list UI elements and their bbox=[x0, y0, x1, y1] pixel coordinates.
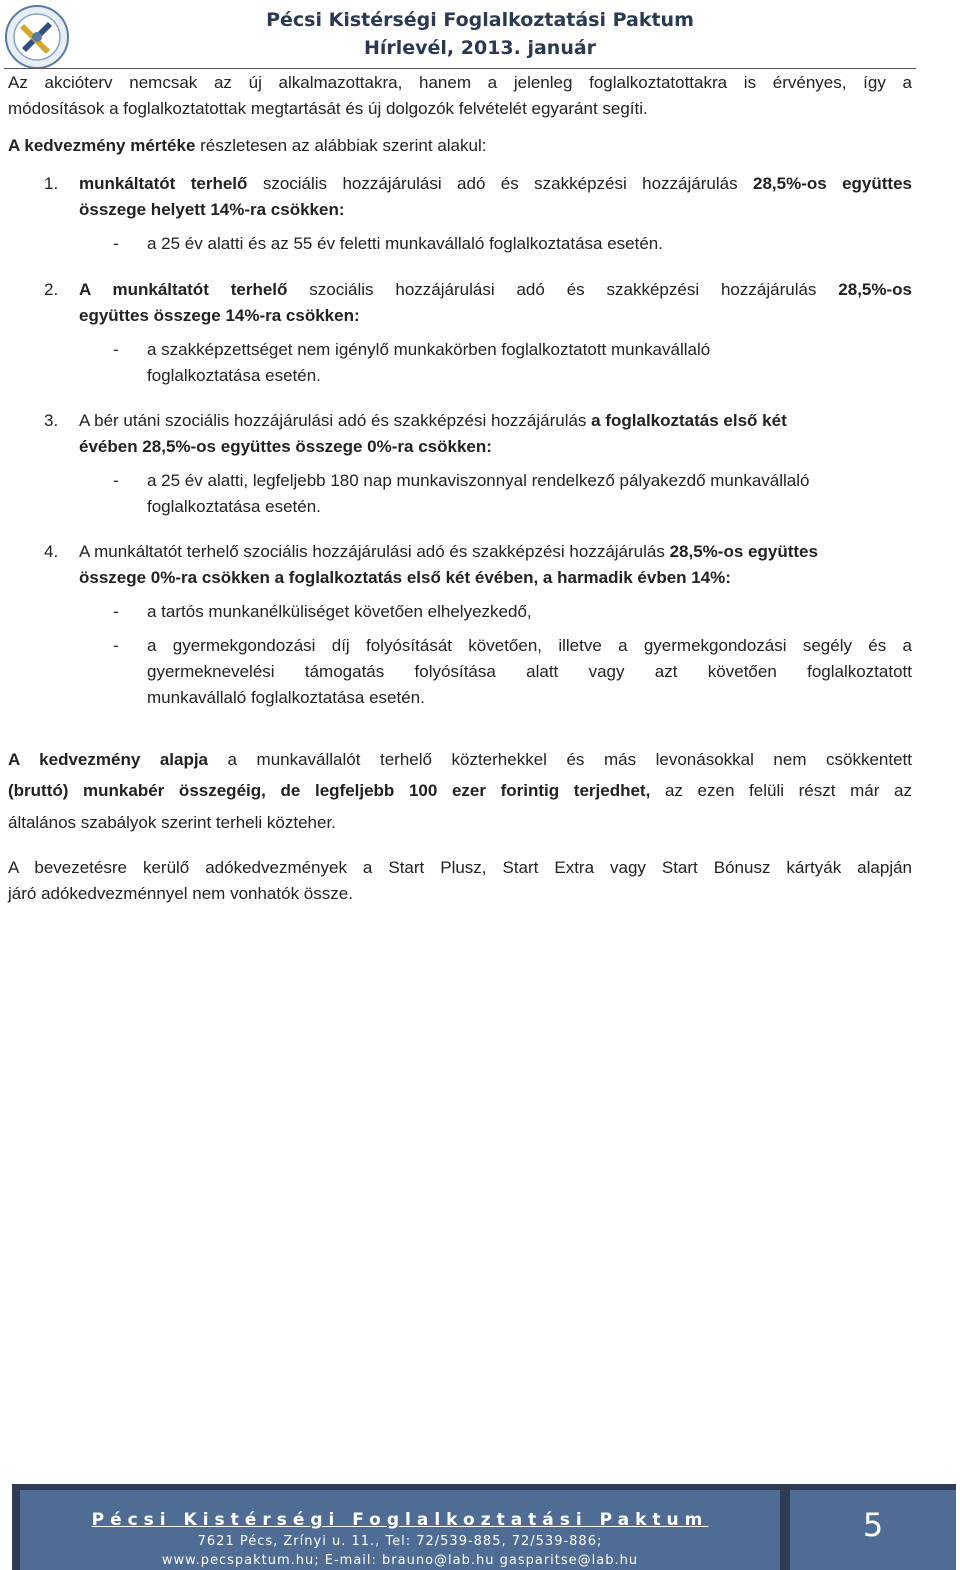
closing-line-1: A bevezetésre kerülő adókedvezmények a Start Plusz, Start Extra vagy Start Bónusz kártyák alapján bbox=[8, 858, 912, 877]
basis-rest-2: az ezen felüli részt már az bbox=[650, 781, 912, 800]
item-4-line-2 bbox=[79, 565, 912, 591]
item-1-bold: munkáltatót terhelő bbox=[79, 174, 248, 193]
footer-info-panel bbox=[20, 1490, 780, 1570]
item-1-line-2 bbox=[79, 197, 912, 223]
item-2-line-2-bold: együttes összege 14%-ra csökken: bbox=[79, 306, 360, 325]
item-1-line-2-bold: összege helyett 14%-ra csökken: bbox=[79, 200, 345, 219]
closing-line-2: járó adókedvezménnyel nem vonhatók össze. bbox=[8, 884, 353, 903]
item-3-bullet-1-dash: - bbox=[113, 471, 119, 490]
item-1-bold-2: 28,5%-os együttes bbox=[752, 174, 912, 193]
footer-contact: www.pecspaktum.hu; E-mail: brauno@lab.hu gasparitse@lab.hu bbox=[161, 1553, 639, 1568]
item-4-bullet-2-dash: - bbox=[113, 636, 119, 655]
item-2-line-2 bbox=[79, 303, 912, 329]
basis-rest-1: a munkavállalót terhelő közterhekkel és más levonásokkal nem csökkentett bbox=[208, 750, 912, 769]
page-number: 5 bbox=[862, 1506, 884, 1544]
item-2-bold: A munkáltatót terhelő bbox=[79, 280, 288, 299]
item-1-number: 1. bbox=[44, 174, 59, 193]
item-4-number: 4. bbox=[44, 542, 59, 561]
footer-address: 7621 Pécs, Zrínyi u. 11., Tel: 72/539-885, 72/539-886; bbox=[197, 1534, 603, 1549]
item-1-line-1 bbox=[79, 171, 912, 197]
intro-line-1: Az akcióterv nemcsak az új alkalmazottakra, hanem a jelenleg foglalkoztatottakra is érvényes, így a bbox=[8, 73, 912, 92]
footer-page-panel bbox=[790, 1490, 956, 1570]
basis-line-1 bbox=[8, 747, 912, 773]
footer-org-name: Pécsi Kistérségi Foglalkoztatási Paktum bbox=[91, 1510, 709, 1530]
item-3-line-2 bbox=[79, 434, 912, 460]
basis-bold-2: (bruttó) munkabér összegéig, de legfeljebb 100 ezer forintig terjedhet, bbox=[8, 781, 651, 800]
intro-line-2: módosítások a foglalkoztatottak megtartását és új dolgozók felvételét egyaránt segíti. bbox=[8, 99, 648, 118]
item-3-number: 3. bbox=[44, 411, 59, 430]
item-3-bold: a foglalkoztatás első két bbox=[591, 411, 787, 430]
page-footer bbox=[12, 1484, 960, 1570]
item-1-bullet-1-dash: - bbox=[113, 234, 119, 253]
item-4-line-2-bold: összege 0%-ra csökken a foglalkoztatás első két évében, a harmadik évben 14%: bbox=[79, 568, 731, 587]
item-2-line-1 bbox=[79, 277, 912, 303]
header-subtitle: Hírlevél, 2013. január bbox=[363, 37, 597, 59]
item-2-mid: szociális hozzájárulási adó és szakképzési hozzájárulás bbox=[287, 280, 839, 299]
item-3-bullet-1-line-2: foglalkoztatása esetén. bbox=[147, 497, 321, 516]
item-2-bullet-1-line-1: a szakképzettséget nem igénylő munkakörben foglalkoztatott munkavállaló bbox=[147, 340, 711, 359]
intro-lead-bold: A kedvezmény mértéke bbox=[8, 136, 196, 155]
intro-lead bbox=[8, 133, 912, 159]
item-4-bullet-2-line-2: gyermeknevelési támogatás folyósítása alatt vagy azt követően foglalkoztatott bbox=[147, 662, 912, 681]
item-2-bold-2: 28,5%-os bbox=[838, 280, 912, 299]
header-title: Pécsi Kistérségi Foglalkoztatási Paktum bbox=[266, 9, 694, 31]
item-3-line-1 bbox=[79, 408, 912, 434]
item-3-plain: A bér utáni szociális hozzájárulási adó és szakképzési hozzájárulás bbox=[79, 411, 592, 430]
item-4-bullet-1-dash: - bbox=[113, 602, 119, 621]
item-4-bullet-2-line-3: munkavállaló foglalkoztatása esetén. bbox=[147, 688, 425, 707]
item-4-bullet-2-line-1: a gyermekgondozási díj folyósítását követően, illetve a gyermekgondozási segély és a bbox=[147, 636, 912, 655]
basis-line-3: általános szabályok szerint terheli közteher. bbox=[8, 813, 336, 832]
item-3-bullet-1-line-1: a 25 év alatti, legfeljebb 180 nap munkaviszonnyal rendelkező pályakezdő munkavállaló bbox=[147, 471, 810, 490]
item-2-number: 2. bbox=[44, 280, 59, 299]
item-2-bullet-1-line-2: foglalkoztatása esetén. bbox=[147, 366, 321, 385]
item-4-line-1 bbox=[79, 539, 912, 565]
header-divider bbox=[4, 68, 916, 69]
item-4-plain: A munkáltatót terhelő szociális hozzájárulási adó és szakképzési hozzájárulás bbox=[79, 542, 670, 561]
item-2-bullet-1-dash: - bbox=[113, 340, 119, 359]
item-4-bullet-1: a tartós munkanélküliséget követően elhelyezkedő, bbox=[147, 602, 532, 621]
item-4-bold: 28,5%-os együttes bbox=[669, 542, 818, 561]
intro-lead-rest: részletesen az alábbiak szerint alakul: bbox=[195, 136, 487, 155]
basis-line-2 bbox=[8, 778, 912, 804]
item-1-bullet-1: a 25 év alatti és az 55 év feletti munkavállaló foglalkoztatása esetén. bbox=[147, 234, 663, 253]
item-1-mid: szociális hozzájárulási adó és szakképzési hozzájárulás bbox=[247, 174, 753, 193]
item-3-line-2-bold: évében 28,5%-os együttes összege 0%-ra csökken: bbox=[79, 437, 492, 456]
basis-bold-1: A kedvezmény alapja bbox=[8, 750, 209, 769]
